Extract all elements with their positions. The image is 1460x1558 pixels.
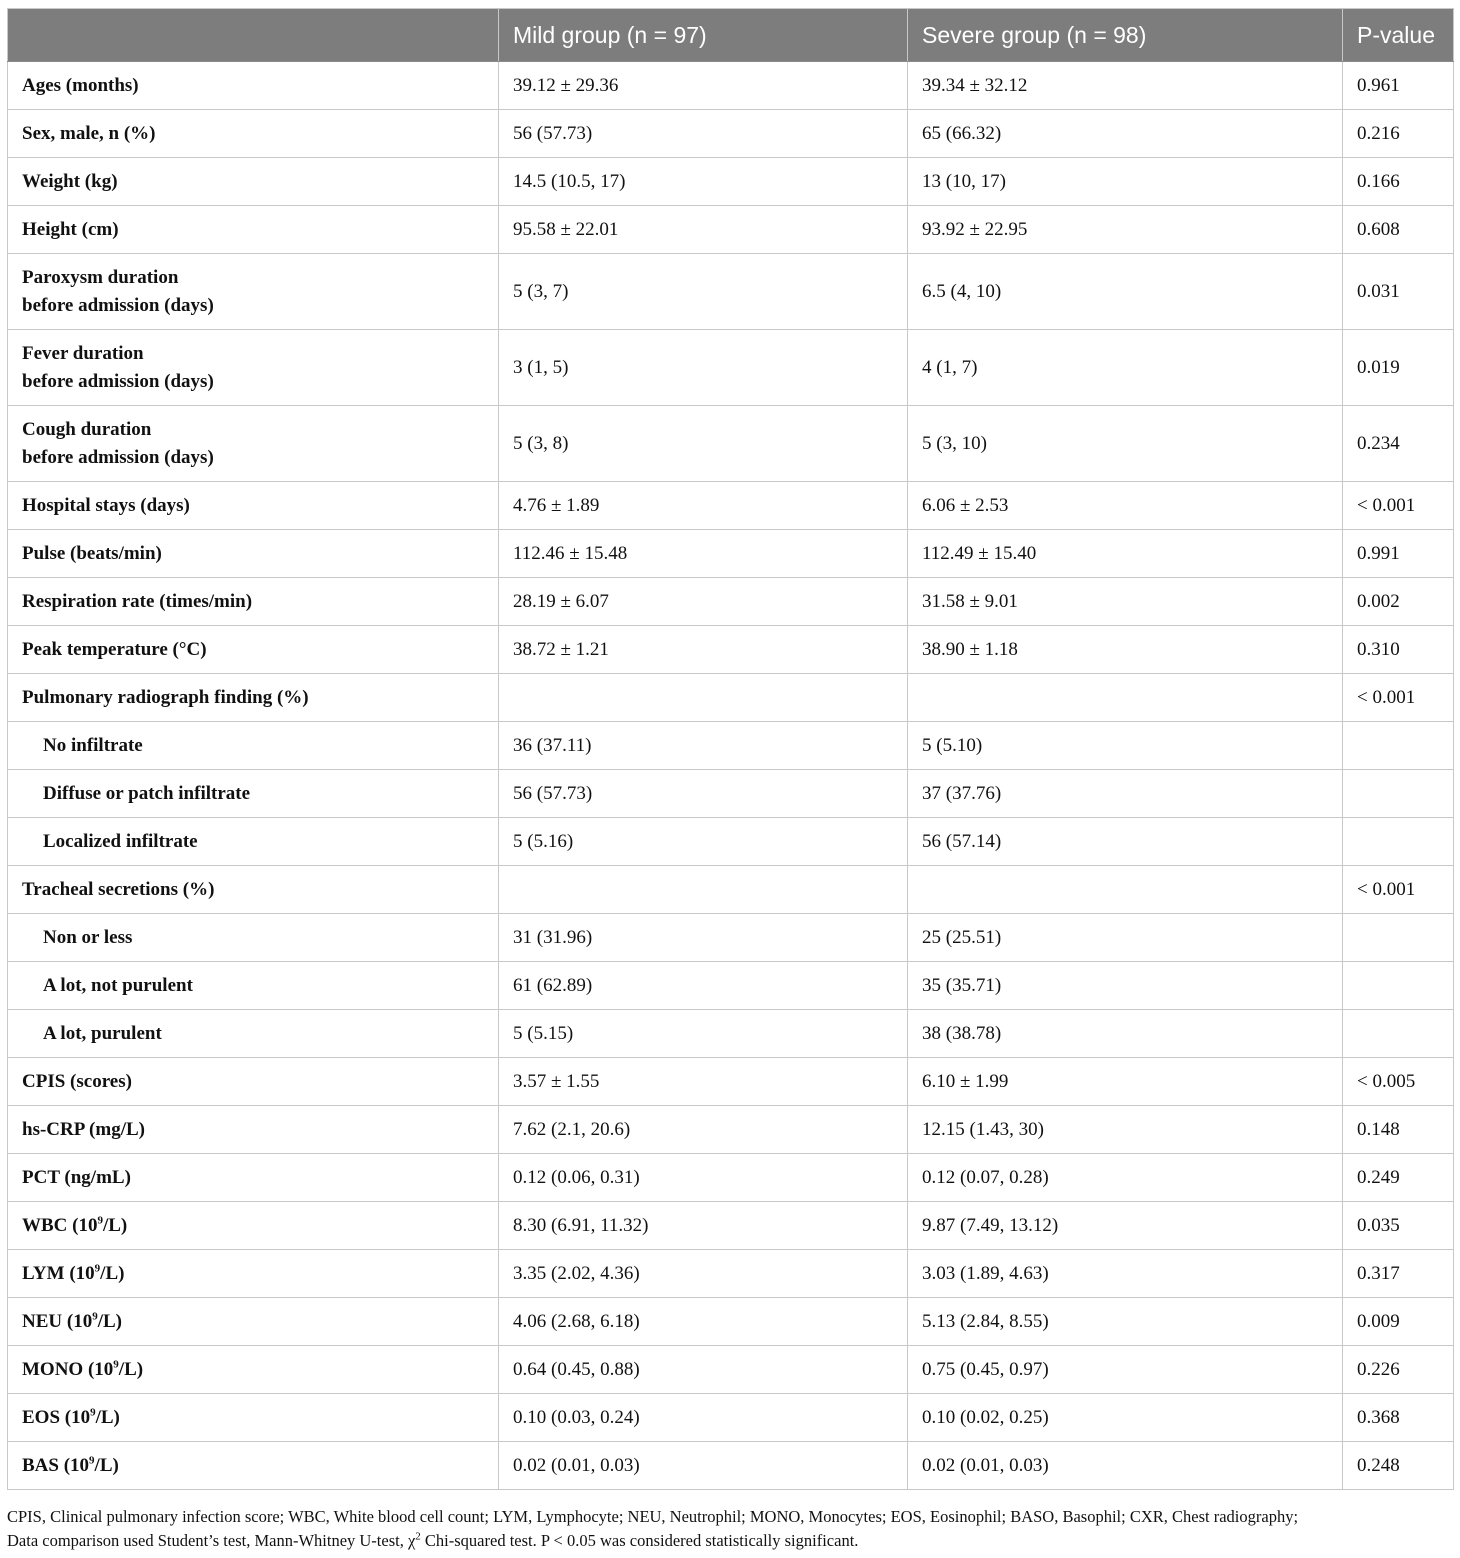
cell-p-value xyxy=(1343,722,1454,770)
table-body xyxy=(8,62,1454,1490)
cell-p-value: 0.148 xyxy=(1343,1106,1454,1154)
table-row xyxy=(8,1106,1454,1154)
cell-mild: 28.19 ± 6.07 xyxy=(499,578,908,626)
row-label: Localized infiltrate xyxy=(8,818,499,866)
row-label: hs-CRP (mg/L) xyxy=(8,1106,499,1154)
cell-severe: 6.10 ± 1.99 xyxy=(908,1058,1343,1106)
cell-severe: 39.34 ± 32.12 xyxy=(908,62,1343,110)
cell-p-value: 0.009 xyxy=(1343,1298,1454,1346)
cell-mild: 5 (3, 8) xyxy=(499,406,908,482)
row-label xyxy=(8,1250,499,1298)
header-cell-p-value: P-value xyxy=(1343,9,1454,62)
cell-mild: 4.76 ± 1.89 xyxy=(499,482,908,530)
cell-p-value: 0.310 xyxy=(1343,626,1454,674)
cell-mild: 7.62 (2.1, 20.6) xyxy=(499,1106,908,1154)
table-row xyxy=(8,770,1454,818)
cell-severe: 3.03 (1.89, 4.63) xyxy=(908,1250,1343,1298)
cell-severe xyxy=(908,866,1343,914)
row-label xyxy=(8,254,499,330)
cell-p-value: 0.961 xyxy=(1343,62,1454,110)
cell-severe: 38.90 ± 1.18 xyxy=(908,626,1343,674)
cell-severe: 9.87 (7.49, 13.12) xyxy=(908,1202,1343,1250)
cell-p-value: 0.248 xyxy=(1343,1442,1454,1490)
row-label-unit: /L) xyxy=(102,1214,128,1236)
table-footnote xyxy=(7,1505,1457,1553)
cell-p-value: 0.317 xyxy=(1343,1250,1454,1298)
row-label-text: BAS (10 xyxy=(22,1454,90,1476)
row-label: Non or less xyxy=(8,914,499,962)
row-label xyxy=(8,330,499,406)
row-label: No infiltrate xyxy=(8,722,499,770)
footnote-line-2-text: Data comparison used Student’s test, Mann-Whitney U-test, χ xyxy=(7,1531,416,1550)
cell-severe: 35 (35.71) xyxy=(908,962,1343,1010)
footnote-superscript: 2 xyxy=(415,1530,421,1543)
cell-severe: 0.10 (0.02, 0.25) xyxy=(908,1394,1343,1442)
cell-mild: 36 (37.11) xyxy=(499,722,908,770)
cell-severe: 38 (38.78) xyxy=(908,1010,1343,1058)
cell-severe: 5.13 (2.84, 8.55) xyxy=(908,1298,1343,1346)
table-row xyxy=(8,1250,1454,1298)
row-label-text: NEU (10 xyxy=(22,1310,93,1332)
row-label-line: before admission (days) xyxy=(22,294,214,316)
cell-mild: 14.5 (10.5, 17) xyxy=(499,158,908,206)
row-label: Ages (months) xyxy=(8,62,499,110)
cell-p-value: 0.249 xyxy=(1343,1154,1454,1202)
table-row xyxy=(8,578,1454,626)
cell-mild: 31 (31.96) xyxy=(499,914,908,962)
cell-p-value: 0.608 xyxy=(1343,206,1454,254)
row-label: Pulmonary radiograph finding (%) xyxy=(8,674,499,722)
header-cell-variable xyxy=(8,9,499,62)
row-label-unit: /L) xyxy=(97,1310,122,1332)
cell-mild: 5 (5.15) xyxy=(499,1010,908,1058)
row-label xyxy=(8,1298,499,1346)
cell-mild: 5 (5.16) xyxy=(499,818,908,866)
row-label-exponent: 9 xyxy=(90,1406,96,1419)
row-label-line: before admission (days) xyxy=(22,370,214,392)
row-label-line: Paroxysm duration xyxy=(22,266,179,288)
cell-p-value xyxy=(1343,770,1454,818)
cell-mild xyxy=(499,866,908,914)
table-row xyxy=(8,914,1454,962)
table-row xyxy=(8,1442,1454,1490)
row-label: Diffuse or patch infiltrate xyxy=(8,770,499,818)
cell-mild: 56 (57.73) xyxy=(499,770,908,818)
table-row xyxy=(8,1298,1454,1346)
cell-mild: 3.35 (2.02, 4.36) xyxy=(499,1250,908,1298)
table-row xyxy=(8,406,1454,482)
cell-mild: 4.06 (2.68, 6.18) xyxy=(499,1298,908,1346)
table-row xyxy=(8,62,1454,110)
table-row xyxy=(8,158,1454,206)
table-header xyxy=(8,9,1454,62)
cell-severe: 31.58 ± 9.01 xyxy=(908,578,1343,626)
row-label xyxy=(8,1202,499,1250)
cell-mild: 0.02 (0.01, 0.03) xyxy=(499,1442,908,1490)
table-row xyxy=(8,1010,1454,1058)
cell-p-value xyxy=(1343,1010,1454,1058)
cell-mild xyxy=(499,674,908,722)
table-row xyxy=(8,818,1454,866)
cell-p-value xyxy=(1343,962,1454,1010)
cell-mild: 8.30 (6.91, 11.32) xyxy=(499,1202,908,1250)
table-row xyxy=(8,1154,1454,1202)
cell-severe: 13 (10, 17) xyxy=(908,158,1343,206)
table-row xyxy=(8,110,1454,158)
cell-p-value: 0.226 xyxy=(1343,1346,1454,1394)
row-label xyxy=(8,1346,499,1394)
cell-severe: 25 (25.51) xyxy=(908,914,1343,962)
table-row xyxy=(8,1202,1454,1250)
row-label: A lot, purulent xyxy=(8,1010,499,1058)
cell-severe: 5 (3, 10) xyxy=(908,406,1343,482)
header-row xyxy=(8,9,1454,62)
table-row xyxy=(8,330,1454,406)
cell-mild: 5 (3, 7) xyxy=(499,254,908,330)
table-row xyxy=(8,482,1454,530)
data-table xyxy=(7,8,1454,1490)
cell-p-value xyxy=(1343,818,1454,866)
table-row xyxy=(8,674,1454,722)
row-label-unit: /L) xyxy=(94,1454,119,1476)
cell-p-value: 0.031 xyxy=(1343,254,1454,330)
row-label-line: Cough duration xyxy=(22,418,152,440)
cell-p-value: 0.991 xyxy=(1343,530,1454,578)
row-label-exponent: 9 xyxy=(89,1454,95,1467)
row-label: Respiration rate (times/min) xyxy=(8,578,499,626)
row-label-line: Fever duration xyxy=(22,342,144,364)
cell-severe: 0.12 (0.07, 0.28) xyxy=(908,1154,1343,1202)
cell-p-value: 0.368 xyxy=(1343,1394,1454,1442)
row-label: A lot, not purulent xyxy=(8,962,499,1010)
row-label: Height (cm) xyxy=(8,206,499,254)
row-label-line: before admission (days) xyxy=(22,446,214,468)
cell-p-value: < 0.001 xyxy=(1343,674,1454,722)
cell-p-value: 0.035 xyxy=(1343,1202,1454,1250)
footnote-line-1: CPIS, Clinical pulmonary infection score; WBC, White blood cell count; LYM, Lymphocyte; NEU, Neutrophil; MONO, Monocytes; EOS, Eosinophil; BASO, Basophil; CXR, Chest radiography; xyxy=(7,1507,1299,1526)
row-label-exponent: 9 xyxy=(97,1214,103,1227)
row-label xyxy=(8,1442,499,1490)
cell-severe: 0.02 (0.01, 0.03) xyxy=(908,1442,1343,1490)
row-label: PCT (ng/mL) xyxy=(8,1154,499,1202)
cell-severe: 56 (57.14) xyxy=(908,818,1343,866)
row-label xyxy=(8,406,499,482)
cell-severe: 5 (5.10) xyxy=(908,722,1343,770)
table-row xyxy=(8,1394,1454,1442)
table-row xyxy=(8,530,1454,578)
cell-mild: 95.58 ± 22.01 xyxy=(499,206,908,254)
cell-p-value: 0.166 xyxy=(1343,158,1454,206)
row-label xyxy=(8,1394,499,1442)
cell-p-value: 0.019 xyxy=(1343,330,1454,406)
cell-mild: 0.12 (0.06, 0.31) xyxy=(499,1154,908,1202)
table-row xyxy=(8,206,1454,254)
cell-severe: 0.75 (0.45, 0.97) xyxy=(908,1346,1343,1394)
row-label-text: WBC (10 xyxy=(22,1214,98,1236)
cell-p-value xyxy=(1343,914,1454,962)
cell-severe: 6.06 ± 2.53 xyxy=(908,482,1343,530)
cell-severe: 65 (66.32) xyxy=(908,110,1343,158)
cell-mild: 38.72 ± 1.21 xyxy=(499,626,908,674)
cell-severe: 4 (1, 7) xyxy=(908,330,1343,406)
row-label: CPIS (scores) xyxy=(8,1058,499,1106)
cell-mild: 0.64 (0.45, 0.88) xyxy=(499,1346,908,1394)
cell-severe: 93.92 ± 22.95 xyxy=(908,206,1343,254)
row-label: Tracheal secretions (%) xyxy=(8,866,499,914)
cell-mild: 56 (57.73) xyxy=(499,110,908,158)
cell-severe: 112.49 ± 15.40 xyxy=(908,530,1343,578)
row-label: Sex, male, n (%) xyxy=(8,110,499,158)
cell-mild: 39.12 ± 29.36 xyxy=(499,62,908,110)
table-row xyxy=(8,722,1454,770)
row-label-text: LYM (10 xyxy=(22,1262,95,1284)
row-label: Weight (kg) xyxy=(8,158,499,206)
row-label-text: MONO (10 xyxy=(22,1358,114,1380)
row-label: Pulse (beats/min) xyxy=(8,530,499,578)
cell-severe: 12.15 (1.43, 30) xyxy=(908,1106,1343,1154)
table-row xyxy=(8,626,1454,674)
row-label-exponent: 9 xyxy=(113,1358,119,1371)
table-row xyxy=(8,254,1454,330)
footnote-line-2-tail: Chi-squared test. P < 0.05 was considered statistically significant. xyxy=(420,1531,859,1550)
cell-mild: 3.57 ± 1.55 xyxy=(499,1058,908,1106)
table-row xyxy=(8,962,1454,1010)
row-label: Peak temperature (°C) xyxy=(8,626,499,674)
table-row xyxy=(8,1346,1454,1394)
cell-p-value: < 0.001 xyxy=(1343,482,1454,530)
footnote-line-2 xyxy=(7,1529,1457,1553)
cell-mild: 112.46 ± 15.48 xyxy=(499,530,908,578)
cell-severe xyxy=(908,674,1343,722)
header-cell-severe: Severe group (n = 98) xyxy=(908,9,1343,62)
cell-severe: 6.5 (4, 10) xyxy=(908,254,1343,330)
row-label-unit: /L) xyxy=(100,1262,125,1284)
row-label-exponent: 9 xyxy=(92,1310,98,1323)
row-label: Hospital stays (days) xyxy=(8,482,499,530)
cell-mild: 3 (1, 5) xyxy=(499,330,908,406)
row-label-unit: /L) xyxy=(95,1406,120,1428)
header-cell-mild: Mild group (n = 97) xyxy=(499,9,908,62)
table-row xyxy=(8,866,1454,914)
cell-p-value: < 0.005 xyxy=(1343,1058,1454,1106)
row-label-text: EOS (10 xyxy=(22,1406,91,1428)
cell-p-value: 0.002 xyxy=(1343,578,1454,626)
cell-p-value: 0.234 xyxy=(1343,406,1454,482)
row-label-unit: /L) xyxy=(118,1358,144,1380)
table-row xyxy=(8,1058,1454,1106)
table-container xyxy=(7,8,1453,1490)
row-label-exponent: 9 xyxy=(94,1262,101,1275)
cell-severe: 37 (37.76) xyxy=(908,770,1343,818)
cell-p-value: 0.216 xyxy=(1343,110,1454,158)
cell-mild: 61 (62.89) xyxy=(499,962,908,1010)
cell-mild: 0.10 (0.03, 0.24) xyxy=(499,1394,908,1442)
cell-p-value: < 0.001 xyxy=(1343,866,1454,914)
